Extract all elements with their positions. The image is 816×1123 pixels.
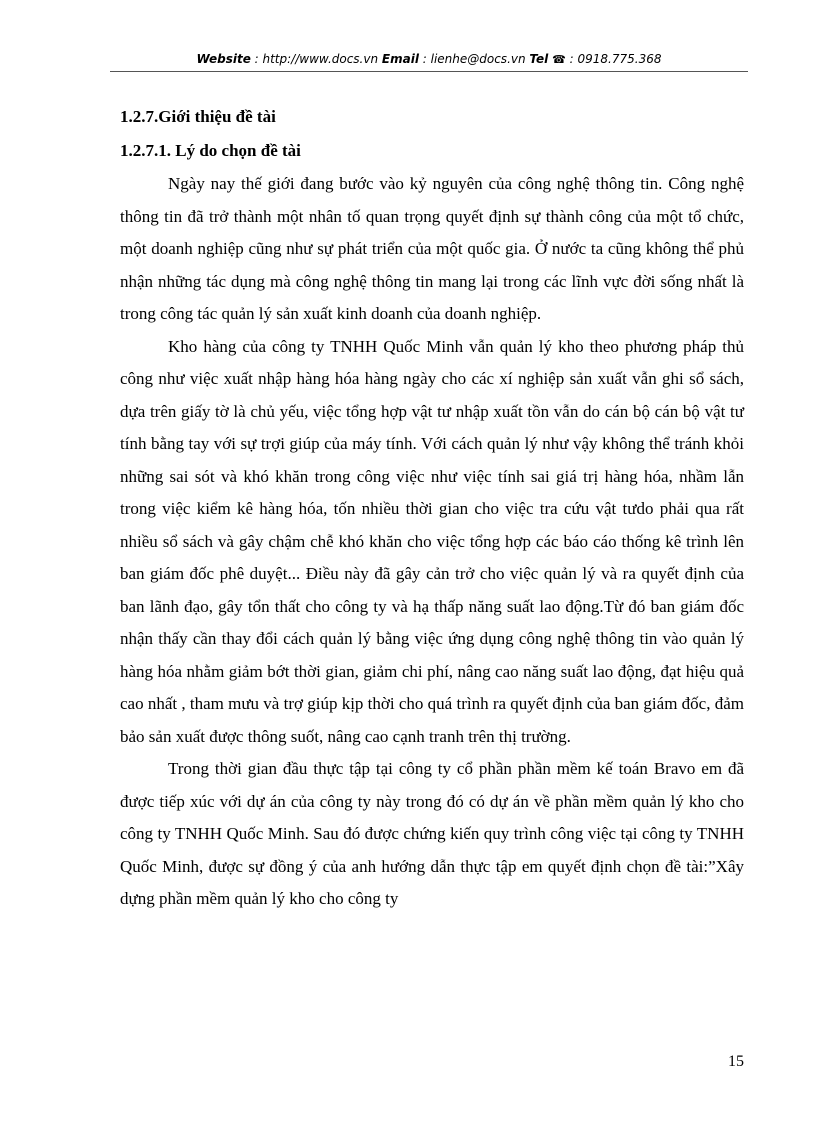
page-header <box>110 50 748 69</box>
page-content <box>120 100 744 916</box>
section-heading: 1.2.7.Giới thiệu đề tài <box>120 107 276 126</box>
email-label: Email <box>381 52 419 66</box>
paragraph-2: Kho hàng của công ty TNHH Quốc Minh vẫn quản lý kho theo phương pháp thủ công như việc xuất nhập hàng hóa hàng ngày cho các xí nghiệp sản xuất vẫn ghi sổ sách, dựa trên giấy tờ là chủ yếu, việc tổng hợp vật tư nhập xuất tồn vẫn do cán bộ cán bộ vật tư tính bằng tay với sự trợi giúp của máy tính. Với cách quản lý như vậy không thể tránh khỏi những sai sót và khó khăn trong công việc như việc tính sai giá trị hàng hóa, nhầm lẫn trong việc kiểm kê hàng hóa, tốn nhiều thời gian cho việc tra cứu vật tưdo phải qua rất nhiều sổ sách và gây chậm chễ khó khăn cho việc tổng hợp các báo cáo thống kê trình lên ban giám đốc phê duyệt... Điều này đã gây cản trở cho việc quản lý và ra quyết định của ban lãnh đạo, gây tổn thất cho công ty và hạ thấp năng suất lao động.Từ đó ban giám đốc nhận thấy cần thay đổi cách quản lý bằng việc ứng dụng công nghệ thông tin vào quản lý hàng hóa nhằm giảm bớt thời gian, giảm chi phí, nâng cao năng suất lao động, đạt hiệu quả cao nhất , tham mưu và trợ giúp kịp thời cho quá trình ra quyết định của ban giám đốc, đảm bảo sản xuất được thông suốt, nâng cao cạnh tranh trên thị trường. <box>120 336 744 746</box>
section-subheading: 1.2.7.1. Lý do chọn đề tài <box>120 141 301 160</box>
tel-label: Tel <box>529 52 549 66</box>
tel-number: : 0918.775.368 <box>565 52 662 66</box>
website-label: Website <box>196 52 251 66</box>
paragraph-1: Ngày nay thế giới đang bước vào kỷ nguyên của công nghệ thông tin. Công nghệ thông tin đã trở thành một nhân tố quan trọng quyết định sự thành công của một tổ chức, một doanh nghiệp cũng như sự phát triển của một quốc gia. Ở nước ta cũng không thể phủ nhận những tác dụng mà công nghệ thông tin mang lại trong các lĩnh vực đời sống nhất là trong công tác quản lý sản xuất kinh doanh của doanh nghiệp. <box>120 174 744 323</box>
phone-icon: ☎ <box>552 53 566 66</box>
email-address: : lienhe@docs.vn <box>418 52 530 66</box>
paragraph-3: Trong thời gian đầu thực tập tại công ty cổ phần phần mềm kế toán Bravo em đã được tiếp xúc với dự án của công ty này trong đó có dự án về phần mềm quản lý kho cho công ty TNHH Quốc Minh. Sau đó được chứng kiến quy trình công việc tại công ty TNHH Quốc Minh, được sự đồng ý của anh hướng dẫn thực tập em quyết định chọn đề tài:”Xây dựng phần mềm quản lý kho cho công ty <box>120 759 744 908</box>
header-divider <box>110 71 748 72</box>
page-number: 15 <box>728 1053 744 1070</box>
website-url: : http://www.docs.vn <box>250 52 382 66</box>
